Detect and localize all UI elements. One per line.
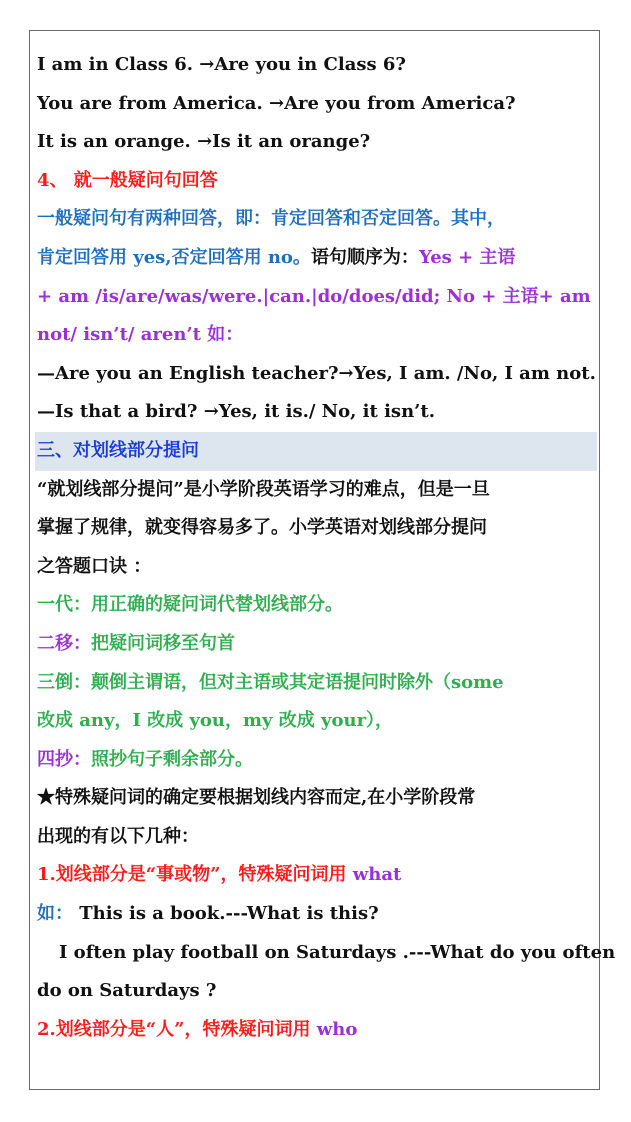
text-line	[37, 818, 597, 857]
text-line	[37, 123, 597, 162]
text-segment: 三、对划线部分提问	[37, 439, 199, 461]
text-line	[37, 625, 597, 664]
text-segment: 改成 any，I 改成 you，my 改成 your），	[37, 710, 394, 732]
text-line	[37, 548, 597, 587]
text-line	[37, 1011, 597, 1050]
text-segment: what	[352, 864, 402, 886]
text-segment: —Is that a bird? →Yes, it is./ No, it isn’t.	[37, 401, 436, 423]
text-segment: 如：	[37, 903, 80, 925]
text-segment: not/ isn’t/ aren’t 如：	[37, 324, 244, 346]
text-line	[37, 741, 597, 780]
text-segment: 1.划线部分是“事或物”，特殊疑问词用	[37, 864, 353, 886]
text-segment: who	[316, 1018, 358, 1040]
text-segment: 出现的有以下几种：	[37, 825, 199, 847]
text-segment: 三倒：颠倒主谓语，但对主语或其定语提问时除外（some	[37, 671, 504, 693]
text-segment: “就划线部分提问”是小学阶段英语学习的难点，但是一旦	[37, 478, 490, 500]
text-segment: 四抄：	[37, 748, 91, 770]
text-segment: 4、 就一般疑问句回答	[37, 169, 218, 191]
text-segment: 把疑问词移至句首	[91, 632, 235, 654]
text-line	[37, 664, 597, 703]
text-segment: 肯定回答用 yes,否定回答用 no。	[37, 246, 311, 268]
text-line	[37, 46, 597, 85]
text-segment: 一代：用正确的疑问词代替划线部分。	[37, 594, 343, 616]
text-segment: This is a book.---What is this?	[79, 903, 379, 925]
text-segment: It is an orange. →Is it an orange?	[37, 131, 371, 153]
text-segment: I am in Class 6. →Are you in Class 6?	[37, 54, 406, 75]
text-segment: ★特殊疑问词的确定要根据划线内容而定,在小学阶段常	[37, 787, 476, 809]
text-segment: 语句顺序为：	[310, 246, 419, 268]
text-segment: 二移：	[37, 632, 91, 654]
text-segment: do on Saturdays ?	[37, 980, 217, 1002]
text-line	[37, 586, 597, 625]
text-segment: 一般疑问句有两种回答，即：肯定回答和否定回答。其中，	[37, 208, 505, 230]
text-line	[37, 702, 597, 741]
text-segment: 之答题口诀 ：	[37, 555, 152, 577]
text-line	[37, 972, 597, 1011]
text-segment: Yes + 主语	[418, 246, 516, 268]
text-segment: 照抄句子剩余部分。	[91, 748, 253, 770]
text-line	[37, 934, 616, 973]
text-line	[37, 895, 597, 934]
text-line	[37, 162, 597, 201]
text-line	[37, 316, 597, 355]
text-line	[37, 200, 597, 239]
document-body	[37, 46, 616, 1049]
text-segment: 2.划线部分是“人”，特殊疑问词用	[37, 1018, 317, 1040]
text-line	[37, 239, 597, 278]
text-line	[37, 856, 597, 895]
text-line	[37, 779, 597, 818]
text-line	[37, 278, 597, 317]
text-segment: You are from America. →Are you from America?	[37, 92, 516, 114]
text-line	[37, 393, 597, 432]
text-segment: —Are you an English teacher?→Yes, I am. /No, I am not.	[37, 362, 596, 384]
text-segment: 掌握了规律，就变得容易多了。小学英语对划线部分提问	[37, 517, 487, 539]
text-line	[37, 85, 597, 124]
section-heading	[35, 432, 597, 471]
text-line	[37, 471, 597, 510]
text-segment: + am /is/are/was/were.|can.|do/does/did; No + 主语+ am	[37, 285, 591, 307]
text-segment: I often play football on Saturdays .---What do you often	[59, 941, 616, 963]
text-line	[37, 509, 597, 548]
text-line	[37, 355, 597, 394]
